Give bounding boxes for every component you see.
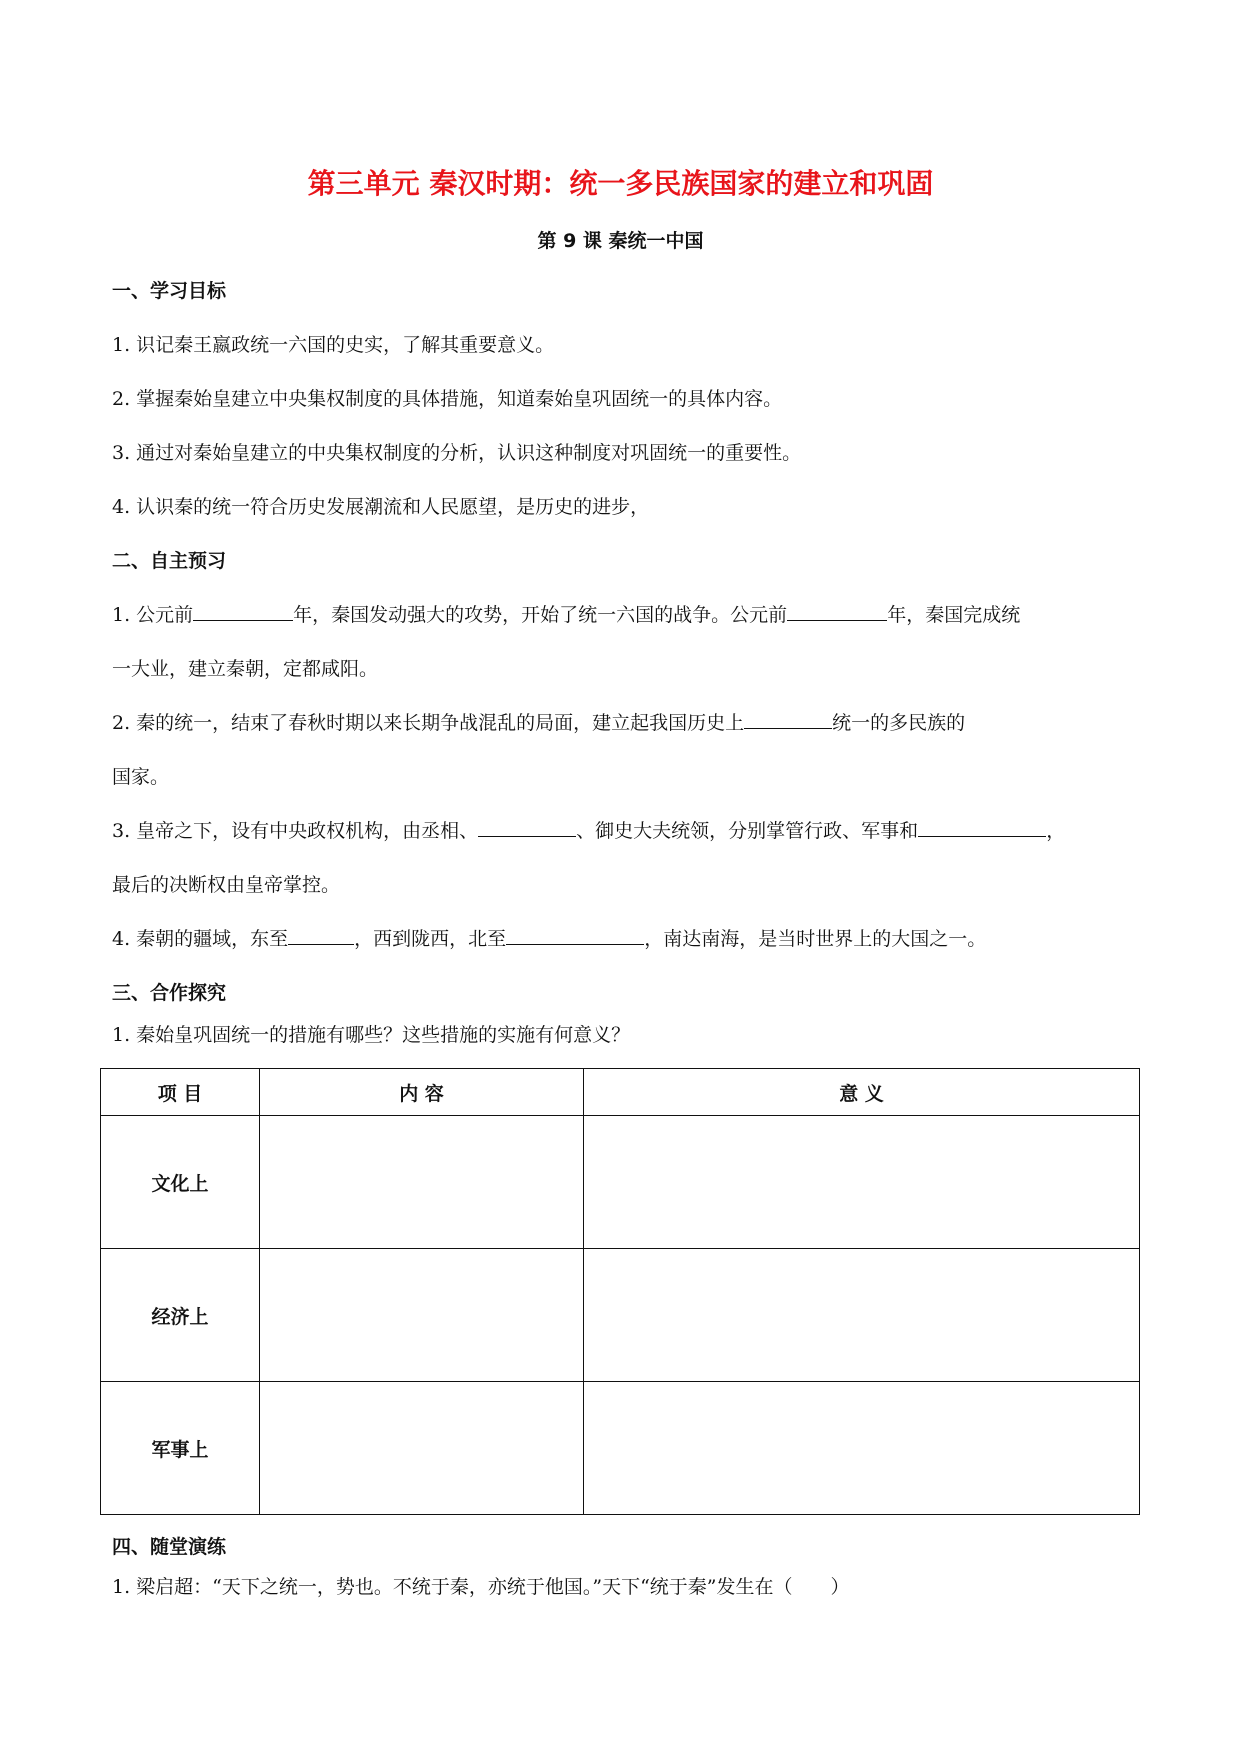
unit-title: 第三单元 秦汉时期：统一多民族国家的建立和巩固 [307, 167, 934, 200]
meaning-cell[interactable] [584, 1382, 1140, 1515]
fill-blank[interactable] [744, 708, 832, 729]
content-cell[interactable] [260, 1382, 584, 1515]
preview-question-1 [112, 600, 1020, 627]
column-header: 意 义 [584, 1069, 1140, 1116]
table-row [101, 1249, 1140, 1382]
text: 最后的决断权由皇帝掌控。 [112, 874, 341, 896]
text: 国家。 [112, 766, 170, 788]
text: ，西到陇西，北至 [354, 928, 507, 950]
goal-item: 3. 通过对秦始皇建立的中央集权制度的分析，认识这种制度对巩固统一的重要性。 [112, 442, 802, 464]
goal-item: 2. 掌握秦始皇建立中央集权制度的具体措施，知道秦始皇巩固统一的具体内容。 [112, 388, 783, 410]
section-heading-goals: 一、学习目标 [112, 280, 227, 302]
fill-blank[interactable] [288, 924, 354, 945]
fill-blank[interactable] [193, 600, 293, 621]
content-cell[interactable] [260, 1116, 584, 1249]
practice-question: 1. 梁启超：“天下之统一，势也。不统于秦，亦统于他国。”天下“统于秦”发生在（ ） [112, 1576, 850, 1598]
fill-blank[interactable] [506, 924, 644, 945]
lesson-title: 第 9 课 秦统一中国 [537, 230, 704, 252]
goal-item: 4. 认识秦的统一符合历史发展潮流和人民愿望，是历史的进步， [112, 496, 650, 518]
text: 年，秦国完成统 [887, 604, 1021, 626]
fill-blank[interactable] [918, 816, 1046, 837]
table-row [101, 1382, 1140, 1515]
goal-item: 1. 识记秦王嬴政统一六国的史实，了解其重要意义。 [112, 334, 555, 356]
text: 1. 公元前 [112, 604, 194, 626]
preview-question-2 [112, 708, 965, 735]
meaning-cell[interactable] [584, 1249, 1140, 1382]
fill-blank[interactable] [478, 816, 576, 837]
text: 3. 皇帝之下，设有中央政权机构，由丞相、 [112, 820, 479, 842]
text: 一大业，建立秦朝，定都咸阳。 [112, 658, 379, 680]
fill-blank[interactable] [787, 600, 887, 621]
section-heading-preview: 二、自主预习 [112, 550, 227, 572]
row-label: 文化上 [101, 1116, 260, 1249]
content-cell[interactable] [260, 1249, 584, 1382]
table-row [101, 1116, 1140, 1249]
text: 4. 秦朝的疆域，东至 [112, 928, 289, 950]
column-header: 项 目 [101, 1069, 260, 1116]
row-label: 军事上 [101, 1382, 260, 1515]
meaning-cell[interactable] [584, 1116, 1140, 1249]
text: 年，秦国发动强大的攻势，开始了统一六国的战争。公元前 [293, 604, 788, 626]
preview-question-3 [112, 816, 1065, 843]
text: ， [1046, 820, 1066, 842]
column-header: 内 容 [260, 1069, 584, 1116]
text: 统一的多民族的 [832, 712, 966, 734]
text: ，南达南海，是当时世界上的大国之一。 [644, 928, 987, 950]
section-heading-explore: 三、合作探究 [112, 982, 227, 1004]
section-heading-practice: 四、随堂演练 [112, 1536, 227, 1558]
text: 、御史大夫统领，分别掌管行政、军事和 [576, 820, 919, 842]
text: 2. 秦的统一，结束了春秋时期以来长期争战混乱的局面，建立起我国历史上 [112, 712, 745, 734]
measures-table [100, 1068, 1140, 1515]
row-label: 经济上 [101, 1249, 260, 1382]
explore-question: 1. 秦始皇巩固统一的措施有哪些？这些措施的实施有何意义？ [112, 1024, 631, 1046]
preview-question-4 [112, 924, 986, 951]
